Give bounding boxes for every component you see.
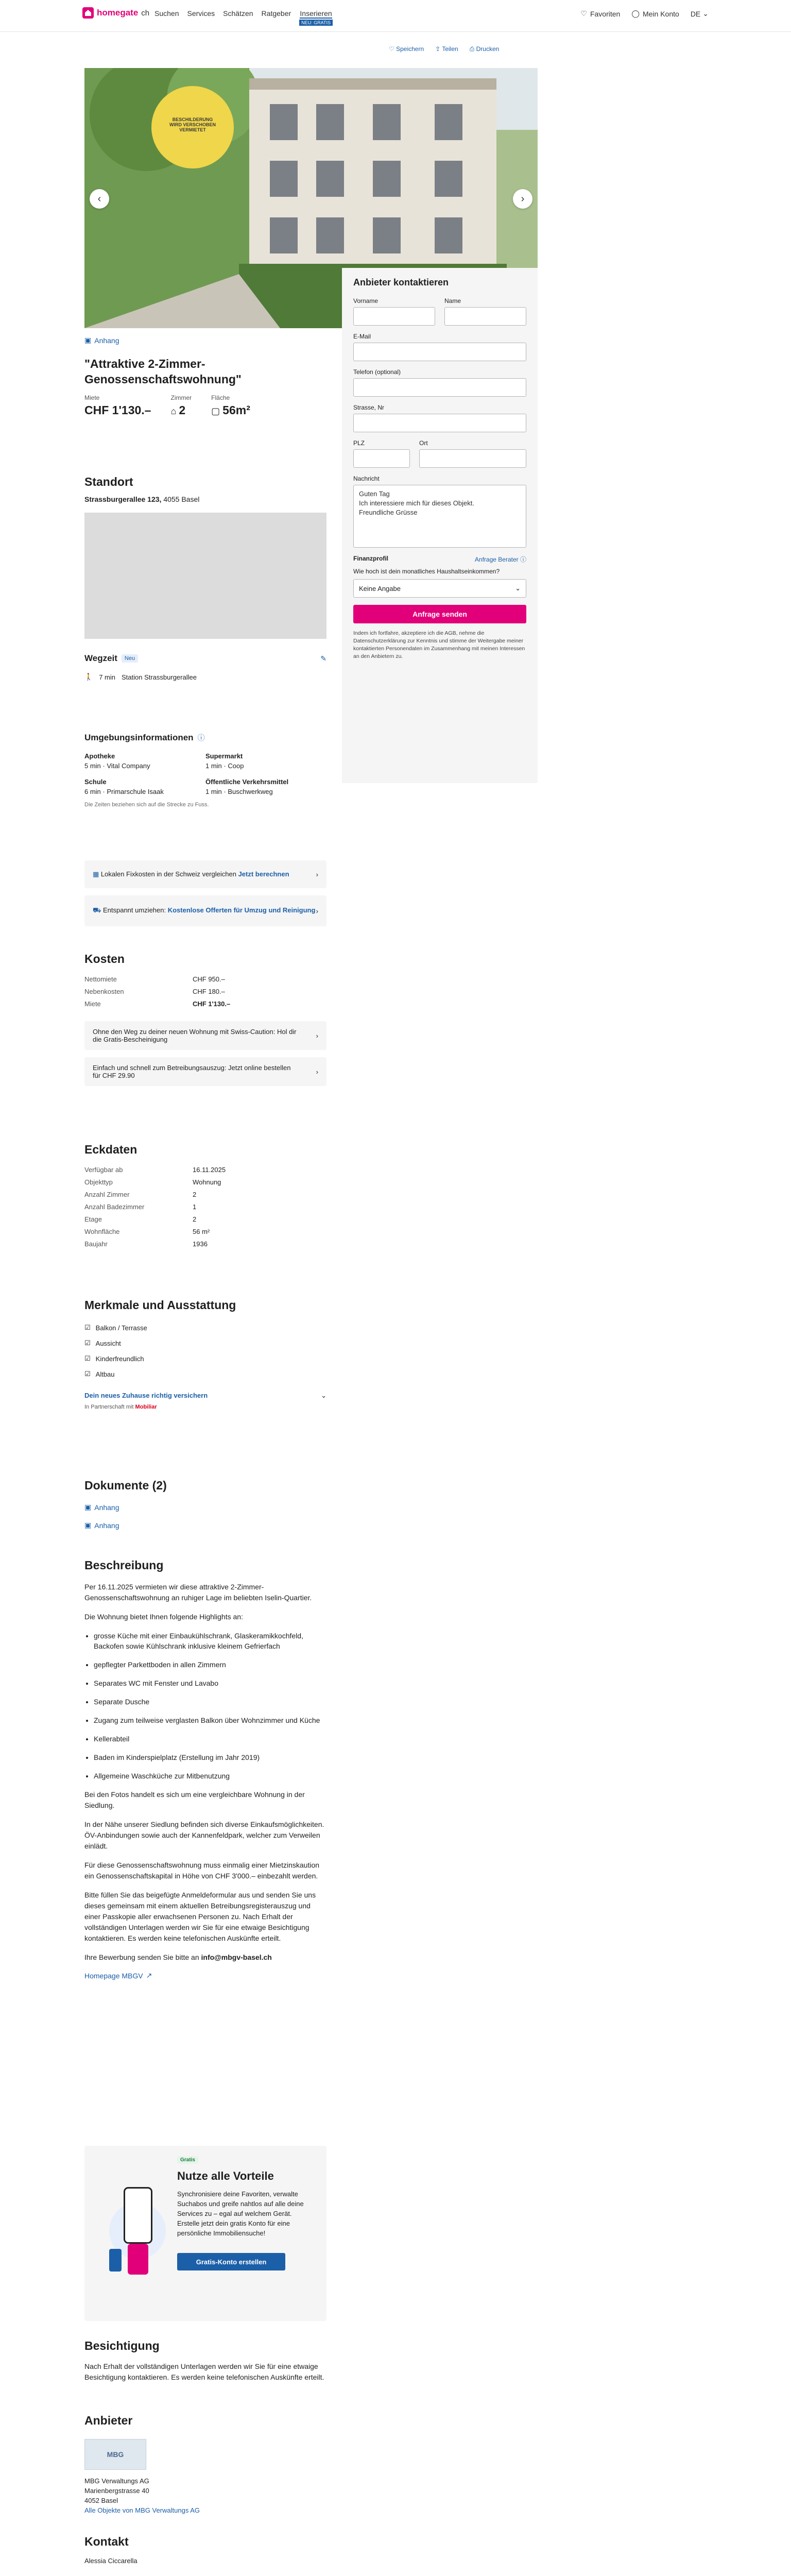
costs-heading: Kosten: [84, 952, 125, 965]
amenity-label: Aussicht: [95, 1339, 121, 1347]
cost-value: CHF 180.–: [193, 988, 225, 995]
email-input[interactable]: [353, 343, 526, 361]
phone-label: Telefon (optional): [353, 368, 401, 376]
nav-inserieren[interactable]: [299, 9, 333, 26]
print-button[interactable]: [470, 45, 500, 53]
feature-key: Objekttyp: [84, 1178, 113, 1186]
description-heading: Beschreibung: [84, 1558, 164, 1572]
cost-value: CHF 1'130.–: [193, 1000, 231, 1008]
nav-suchen[interactable]: Suchen: [154, 9, 179, 18]
area-label: Fläche: [211, 394, 230, 401]
surroundings-section: [84, 733, 326, 808]
favorites-link[interactable]: [580, 9, 620, 18]
advertiser-name: MBG Verwaltungs AG: [84, 2477, 149, 2485]
highlight-item: • Baden im Kinderspielplatz (Erstellung im Jahr 2019): [94, 1752, 326, 1762]
promo-list: [84, 860, 326, 926]
pdf-attachment-link[interactable]: [84, 336, 326, 345]
surroundings-grid: [84, 752, 326, 795]
area-number: 56m²: [222, 403, 250, 417]
language-select[interactable]: [691, 9, 709, 18]
surrounding-value: 1 min · Coop: [205, 762, 244, 770]
town-row: [353, 439, 526, 475]
advertiser-all-listings-link[interactable]: Alle Objekte von MBG Verwaltungs AG: [84, 2506, 200, 2514]
address-city: 4055 Basel: [163, 495, 200, 503]
surrounding-item: [84, 752, 205, 770]
highlight-item: • Zugang zum teilweise verglasten Balkon über Wohnzimmer und Küche: [94, 1715, 326, 1725]
zip-input[interactable]: [353, 449, 410, 468]
document-label: Anhang: [94, 1503, 119, 1512]
heart-icon: ♡: [389, 45, 397, 53]
chevron-down-icon: ⌄: [321, 1392, 326, 1399]
surrounding-label: Öffentliche Verkehrsmittel: [205, 778, 289, 786]
user-icon: ◯: [631, 9, 640, 18]
amenity-item: [84, 1370, 326, 1378]
feature-value: Wohnung: [193, 1178, 221, 1186]
surrounding-label: Apotheke: [84, 752, 115, 760]
pdf-icon: ▣: [84, 1521, 92, 1529]
feature-value: 1936: [193, 1240, 208, 1248]
pdf-icon: ▣: [84, 1503, 92, 1511]
zip-label: PLZ: [353, 439, 365, 447]
highlight-item: • gepflegter Parkettboden in allen Zimmern: [94, 1659, 326, 1670]
nav-schaetzen[interactable]: Schätzen: [223, 9, 253, 18]
description-highlights: [84, 1631, 326, 1781]
check-icon: ☑: [84, 1324, 91, 1331]
contact-form: [342, 268, 538, 783]
highlight-item: • Separates WC mit Fenster und Lavabo: [94, 1678, 326, 1688]
route-time: 7 min: [99, 673, 115, 681]
listing-toolbar: [0, 32, 791, 56]
financing-link-label: Anfrage Berater: [474, 556, 519, 563]
description-section: [84, 1558, 326, 1980]
street-input[interactable]: [353, 414, 526, 432]
document-label: Anhang: [94, 1521, 119, 1530]
pdf-icon: ▣: [84, 336, 92, 344]
income-question: Wie hoch ist dein monatliches Haushaltseinkommen?: [353, 568, 500, 575]
documents-section: [84, 1479, 326, 1530]
description-paragraph: Für diese Genossenschaftswohnung muss einmalig einer Mietzinskaution ein Genossenschaftskapital in Höhe von CHF 3'000.– einbezahlt werden.: [84, 1861, 320, 1880]
document-link[interactable]: [84, 1521, 326, 1530]
chevron-down-icon: ⌄: [515, 584, 521, 592]
print-label: Drucken: [476, 45, 500, 53]
account-promo-text: Synchronisiere deine Favoriten, verwalte Suchabos und greife nahtlos auf alle deine Services zu – egal auf welchem Gerät. Erstelle jetzt dein gratis Konto für eine persönliche Immobiliensuche!: [177, 2190, 304, 2237]
listing-title: "Attraktive 2-Zimmer-Genossenschaftswohnung": [84, 357, 242, 386]
info-icon: ⓘ: [520, 556, 526, 563]
lastname-label: Name: [444, 297, 461, 304]
surrounding-label: Supermarkt: [205, 752, 243, 760]
chevron-left-icon: ‹: [97, 193, 101, 205]
chevron-right-icon: ›: [316, 907, 318, 915]
surrounding-item: [205, 778, 326, 795]
account-link[interactable]: [631, 9, 679, 18]
listing-summary: [84, 336, 326, 417]
route-row: [84, 653, 326, 664]
cost-key: Nebenkosten: [84, 988, 124, 995]
contact-section: [84, 2535, 326, 2576]
area-icon: ▢: [211, 406, 223, 416]
phone-input[interactable]: [353, 378, 526, 397]
advertiser-street: Marienbergstrasse 40: [84, 2487, 149, 2495]
homepage-link[interactable]: [84, 1971, 326, 1980]
site-header: [0, 0, 791, 32]
share-icon: ⇪: [435, 45, 442, 53]
costs-section: [84, 952, 326, 1086]
moving-promo[interactable]: [84, 895, 326, 926]
feature-key: Verfügbar ab: [84, 1166, 123, 1174]
amenity-label: Balkon / Terrasse: [95, 1324, 147, 1332]
promo-link[interactable]: Jetzt berechnen: [238, 870, 289, 878]
amenity-item: [84, 1324, 326, 1332]
cost-key: Nettomiete: [84, 975, 117, 983]
promo-text: Lokalen Fixkosten in der Schweiz vergleichen: [100, 870, 236, 878]
rooms-label: Zimmer: [170, 394, 192, 401]
description-paragraph: In der Nähe unserer Siedlung befinden sich diverse Einkaufsmöglichkeiten. ÖV-Anbindungen sowie auch der Kannenfeldpark, welcher zum Verweilen einlädt.: [84, 1820, 324, 1850]
route-destination: Station Strassburgerallee: [121, 673, 197, 681]
chevron-right-icon: ›: [316, 1067, 318, 1076]
homegate-logo[interactable]: [82, 7, 149, 19]
location-section: [84, 475, 326, 681]
nav-services[interactable]: Services: [187, 9, 215, 18]
advertiser-logo: MBG: [84, 2439, 146, 2470]
amenities-heading: Merkmale und Ausstattung: [84, 1298, 236, 1312]
insurance-link[interactable]: [84, 1392, 326, 1400]
area-stat: [211, 394, 250, 417]
form-legal-text: Indem ich fortfahre, akzeptiere ich die AGB, nehme die Datenschutzerklärung zur Kenntnis und stimme der Weitergabe meiner kontaktierten Personendaten im Zusammenhang mit meinen Interessen an den Anbietern zu.: [353, 630, 525, 659]
create-account-button[interactable]: Gratis-Konto erstellen: [177, 2253, 285, 2270]
amenity-item: [84, 1354, 326, 1363]
feature-value: 16.11.2025: [193, 1166, 226, 1174]
documents-heading: Dokumente (2): [84, 1479, 167, 1492]
highlight-item: • Kellerabteil: [94, 1734, 326, 1744]
rent-stat: [84, 394, 151, 417]
location-map[interactable]: [84, 513, 326, 639]
fixcost-promo[interactable]: [84, 860, 326, 888]
homepage-label: Homepage MBGV: [84, 1971, 143, 1980]
route-item: [84, 673, 326, 681]
location-heading: Standort: [84, 475, 133, 488]
description-paragraph: Bitte füllen Sie das beigefügte Anmeldeformular aus und senden Sie uns dieses gemeinsam mit einem aktuellen Betreibungsregisterauszug und einer Passkopie aller erwachsenen Personen zu. Nach Erhalt der vollständigen Unterlagen werden wir Sie für eine etwaige Besichtigung kontaktieren. Es werden keine telefonischen Auskünfte erteilt.: [84, 1891, 316, 1942]
form-heading: Anbieter kontaktieren: [353, 277, 449, 287]
share-label: Teilen: [442, 45, 458, 53]
surrounding-value: 6 min · Primarschule Isaak: [84, 788, 164, 795]
truck-icon: ⛟: [93, 906, 103, 914]
phone-illustration: [99, 2182, 176, 2285]
name-row: [353, 297, 526, 333]
rent-label: Miete: [84, 394, 100, 401]
income-value: Keine Angabe: [359, 584, 401, 592]
feature-value: 2: [193, 1191, 197, 1198]
send-request-button[interactable]: Anfrage senden: [353, 605, 526, 623]
financing-row: [353, 555, 526, 564]
print-icon: ⎙: [469, 45, 476, 53]
cost-key: Miete: [84, 1000, 101, 1008]
surrounding-value: 1 min · Buschwerkweg: [205, 788, 273, 795]
favorites-label: Favoriten: [590, 9, 621, 18]
contact-heading: Kontakt: [84, 2535, 129, 2548]
viewing-text: Nach Erhalt der vollständigen Unterlagen werden wir Sie für eine etwaige Besichtigung kontaktieren. Es werden keine telefonischen Auskünfte erteilt.: [84, 2362, 324, 2381]
promo-text: Ohne den Weg zu deiner neuen Wohnung mit Swiss-Caution: Hol dir die Gratis-Bescheinigung: [93, 1028, 297, 1043]
highlight-item: • grosse Küche mit einer Einbaukühlschrank, Glaskeramikkochfeld, Backofen sowie Kühlschrank inklusive kleinem Gefrierfach: [94, 1631, 326, 1651]
share-button[interactable]: [435, 45, 458, 53]
amenity-label: Kinderfreundlich: [95, 1354, 144, 1363]
main-nav: [154, 9, 333, 26]
street-label: Strasse, Nr: [353, 404, 385, 411]
listing-stats: [84, 394, 326, 417]
debt-extract-promo[interactable]: [84, 1057, 326, 1086]
check-icon: ☑: [84, 1339, 91, 1347]
town-input[interactable]: [419, 449, 526, 468]
viewing-section: [84, 2339, 326, 2391]
feature-key: Anzahl Badezimmer: [84, 1203, 145, 1211]
rooms-stat: [170, 394, 192, 417]
address-street: Strassburgerallee 123,: [84, 495, 162, 503]
free-badge: Gratis: [177, 2156, 198, 2164]
gallery-prev-button[interactable]: [90, 189, 109, 209]
rooms-number: 2: [179, 403, 186, 417]
save-label: Speichern: [396, 45, 424, 53]
cost-value: CHF 950.–: [193, 975, 225, 983]
costs-table: [84, 975, 326, 1008]
message-textarea[interactable]: Guten Tag Ich interessiere mich für dieses Objekt. Freundliche Grüsse: [353, 485, 526, 548]
save-button[interactable]: [389, 45, 424, 53]
account-promo-card: [84, 2146, 326, 2321]
message-label: Nachricht: [353, 475, 380, 482]
viewing-heading: Besichtigung: [84, 2339, 160, 2352]
amenity-label: Altbau: [95, 1370, 115, 1378]
income-select[interactable]: [353, 579, 526, 598]
financing-label: Finanzprofil: [353, 555, 388, 562]
walk-icon: 🚶: [84, 673, 93, 681]
gallery-next-button[interactable]: [513, 189, 532, 209]
header-actions: [580, 9, 709, 18]
external-link-icon: ↗: [146, 1971, 152, 1979]
listing-actions: [389, 45, 499, 53]
highlight-item: • Allgemeine Waschküche zur Mitbenutzung: [94, 1771, 326, 1781]
heart-icon: ♡: [580, 9, 587, 18]
feature-key: Etage: [84, 1215, 102, 1223]
pdf-label: Anhang: [94, 336, 119, 345]
partner-prefix: In Partnerschaft mit: [84, 1404, 134, 1410]
nav-ratgeber[interactable]: Ratgeber: [261, 9, 291, 18]
amenities-list: [84, 1324, 326, 1378]
account-promo-title: Nutze alle Vorteile: [177, 2170, 274, 2182]
check-icon: ☑: [84, 1370, 91, 1378]
features-heading: Eckdaten: [84, 1143, 137, 1156]
feature-value: 56 m²: [193, 1228, 210, 1235]
chevron-right-icon: ›: [521, 193, 525, 205]
rent-value: CHF 1'130.–: [84, 403, 151, 417]
town-label: Ort: [419, 439, 428, 447]
description-paragraph: Bei den Fotos handelt es sich um eine vergleichbare Wohnung in der Siedlung.: [84, 1790, 305, 1809]
promo-text: Entspannt umziehen:: [102, 906, 168, 914]
email-label: E-Mail: [353, 333, 371, 340]
info-icon[interactable]: ⓘ: [197, 734, 205, 742]
route-label: Wegzeit: [84, 653, 117, 663]
chevron-down-icon: ⌄: [702, 9, 709, 18]
calculator-icon: ▦: [93, 870, 101, 878]
description-intro: Per 16.11.2025 vermieten wir diese attraktive 2-Zimmer-Genossenschaftswohnung an ruhiger Lage im beliebten Iselin-Quartier.: [84, 1583, 312, 1602]
door-icon: ⌂: [170, 406, 179, 416]
surrounding-label: Schule: [84, 778, 107, 786]
insurance-partner: [84, 1404, 326, 1410]
amenity-item: [84, 1339, 326, 1347]
surroundings-heading: Umgebungsinformationen: [84, 733, 194, 742]
location-address: [84, 495, 326, 503]
promo-text: Einfach und schnell zum Betreibungsauszug: Jetzt online bestellen für CHF 29.90: [93, 1064, 291, 1079]
brand-suffix: ch: [141, 8, 150, 18]
amenities-section: [84, 1298, 326, 1410]
feature-value: 1: [193, 1203, 197, 1211]
surrounding-item: [84, 778, 205, 795]
feature-key: Wohnfläche: [84, 1228, 120, 1235]
feature-key: Anzahl Zimmer: [84, 1191, 130, 1198]
features-table: [84, 1166, 326, 1248]
promo-link[interactable]: Kostenlose Offerten für Umzug und Reinigung: [167, 906, 316, 914]
description-paragraph: [84, 1952, 326, 1963]
check-icon: ☑: [84, 1354, 91, 1362]
account-label: Mein Konto: [642, 9, 679, 18]
advertiser-city: 4052 Basel: [84, 2497, 118, 2504]
feature-value: 2: [193, 1215, 197, 1223]
partner-name: Mobiliar: [135, 1404, 157, 1410]
document-link[interactable]: [84, 1503, 326, 1512]
swisscaution-promo[interactable]: [84, 1021, 326, 1050]
features-section: [84, 1143, 326, 1248]
nav-inserieren-label: Inserieren: [300, 9, 332, 18]
firstname-label: Vorname: [353, 297, 379, 304]
insurance-label: Dein neues Zuhause richtig versichern: [84, 1392, 208, 1399]
advertiser-section: [84, 2414, 326, 2515]
route-badge: Neu: [122, 654, 138, 663]
financing-link[interactable]: [475, 555, 526, 564]
surrounding-item: [205, 752, 326, 770]
gallery-sign-text: BESCHILDERUNG WIRD VERSCHOBEN VERMIETET: [169, 117, 216, 132]
surrounding-value: 5 min · Vital Company: [84, 762, 150, 770]
email-prefix: Ihre Bewerbung senden Sie bitte an: [84, 1953, 201, 1961]
contact-person: Alessia Ciccarella: [84, 2557, 137, 2565]
email-link[interactable]: info@mbgv-basel.ch: [201, 1953, 272, 1961]
rooms-value: [170, 403, 192, 417]
advertiser-heading: Anbieter: [84, 2414, 133, 2427]
highlight-item: • Separate Dusche: [94, 1697, 326, 1707]
lastname-input[interactable]: [444, 307, 526, 326]
chevron-right-icon: ›: [316, 1031, 318, 1040]
feature-key: Baujahr: [84, 1240, 108, 1248]
brand-name: homegate: [97, 8, 139, 18]
edit-icon[interactable]: ✎: [320, 654, 326, 663]
surroundings-note: Die Zeiten beziehen sich auf die Strecke zu Fuss.: [84, 802, 209, 808]
advertiser-address: [84, 2476, 326, 2515]
area-value: [211, 403, 250, 417]
description-list-intro: Die Wohnung bietet Ihnen folgende Highlights an:: [84, 1613, 243, 1621]
chevron-right-icon: ›: [316, 870, 318, 878]
homegate-house-icon: [82, 7, 94, 19]
language-label: DE: [690, 9, 701, 18]
nav-inserieren-badge: NEU: GRATIS: [299, 20, 333, 26]
firstname-input[interactable]: [353, 307, 435, 326]
